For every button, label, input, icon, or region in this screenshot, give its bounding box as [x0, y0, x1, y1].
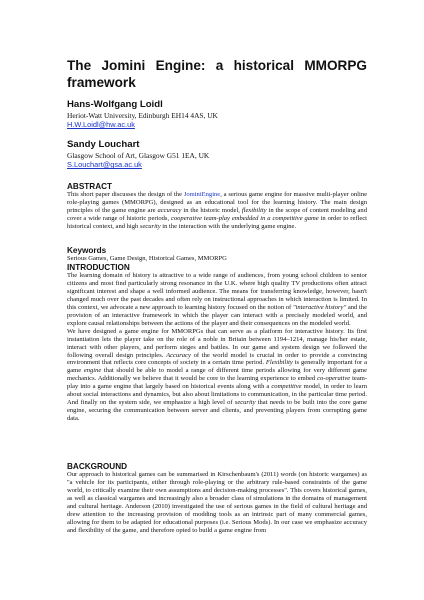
keywords-heading: Keywords	[67, 246, 107, 255]
intro-segment: that should be able to model a range of different time periods allowing for very different game mechanics. Additionally we believe that it would be core to the learning experience to embed	[67, 367, 367, 383]
author-name: Hans-Wolfgang Loidl	[67, 99, 163, 110]
paper-title: The Jomini Engine: a historical MMORPG framework	[67, 58, 367, 90]
intro-segment: model, in order to learn about social interactions and dynamics, but also about limitations to communication, in the particular time period. And finally on the system side, we emphasize a high level of	[67, 383, 367, 407]
abstract-emphasis: accuracy	[157, 206, 182, 214]
intro-emphasis: co-operative	[317, 375, 351, 383]
abstract-heading: ABSTRACT	[67, 182, 113, 191]
introduction-text	[67, 272, 367, 423]
abstract-emphasis: cooperative team-play embedded in a competitive game	[170, 214, 319, 222]
abstract-segment: in order to reflect historical context, and high	[67, 214, 367, 230]
introduction-paragraph-2	[67, 328, 367, 423]
introduction-heading: INTRODUCTION	[67, 263, 130, 272]
author-email-link[interactable]: S.Louchart@gsa.ac.uk	[67, 160, 142, 170]
intro-emphasis: competitive	[271, 383, 302, 391]
background-text	[67, 471, 367, 535]
background-paragraph: Our approach to historical games can be summarised in Kirschenbaum's (2011) words (on historic wargames) as "a vehicle for its participants, either through role-playing or the arbitrary rule-based constraints of the game world, to critically examine their own assumptions and decision-making processes". This covers historical games, as well as classical wargames and increasingly also a broader class of simulations in the domains of management and cultural heritage. Anderson (2010) investigated the use of serious games in the field of cultural heritage and drew attention to the increasing provision of modding tools as an intrinsic part of many commercial games, allowing for them to be adapted for educational purposes (i.e. Serious Mods). In our case we emphasize accuracy and flexibility of the game, and therefore opted to build a game engine from	[67, 471, 367, 534]
intro-emphasis: Flexibility	[265, 359, 293, 367]
background-heading: BACKGROUND	[67, 462, 128, 471]
jomini-engine-link[interactable]: JominiEngine	[183, 191, 221, 198]
intro-segment: is generally important for a game	[67, 359, 367, 375]
abstract-segment: in the scope of content modeling and cover a wide range of historic periods,	[67, 206, 367, 222]
abstract-segment: in the interaction with the underlying game engine.	[160, 222, 297, 230]
intro-emphasis: "interactive history"	[292, 303, 347, 311]
author-name: Sandy Louchart	[67, 139, 140, 150]
abstract-emphasis: flexibility	[241, 206, 267, 214]
author-affiliation: Glasgow School of Art, Glasgow G51 1EA, UK	[67, 151, 210, 160]
author-affiliation: Heriot-Watt University, Edinburgh EH14 4AS, UK	[67, 111, 218, 120]
intro-emphasis: Accuracy	[166, 351, 191, 359]
intro-segment: and the provision of an interactive framework in which the player can interact with a precisely modeled world, and explore causal relationships between the actions of the player and their consequences on the modeled world.	[67, 303, 367, 327]
intro-segment: team-play into a game engine that largely based on historical events along with a	[67, 375, 367, 391]
author-2	[67, 139, 367, 170]
abstract-segment: in the historic model,	[181, 206, 242, 214]
abstract-segment: This short paper discusses the design of the	[67, 191, 184, 198]
intro-emphasis: engine	[83, 367, 102, 375]
abstract-emphasis: security	[139, 222, 161, 230]
author-1	[67, 99, 367, 130]
introduction-paragraph-1	[67, 272, 367, 328]
intro-segment: The learning domain of history is attractive to a wide range of audiences, from young school children to senior citizens and most find particularly strong resonance in the U.K. where high quality TV productions often attract significant interest and shape a well informed audience. The means for transferring knowledge, however, hasn't changed much over the past decades and often rely on instructional approaches in which interaction is limited. In this context, we advocate a new approach to learning history focused on the notion of	[67, 272, 367, 311]
abstract-text	[67, 191, 367, 231]
author-email-link[interactable]: H.W.Loidl@hw.ac.uk	[67, 120, 135, 130]
intro-segment: that needs to be built into the core game engine, securing the communication between server and clients, and preventing players from corrupting game data.	[67, 399, 367, 423]
keywords-text: Serious Games, Game Design, Historical Games, MMORPG	[67, 255, 227, 262]
abstract-segment: , a serious game engine for massive multi-player online role-playing games (MMORPG), designed as an educational tool for the learning history. The main design principles of the game engine are	[67, 191, 368, 214]
intro-segment: of the world model is crucial in order to provide a convincing environment that reflects core concepts of society in a certain time period.	[67, 351, 367, 367]
intro-emphasis: security	[234, 399, 256, 407]
intro-segment: We have designed a game engine for MMORPGs that can serve as a platform for interactive history. Its first instantiation lets the player take on the role of a noble in Britain between 1194–1214, manage his/her estate, interact with other players, and perform sieges and battles. In our game and system design we followed the following overall design principles.	[67, 327, 367, 359]
